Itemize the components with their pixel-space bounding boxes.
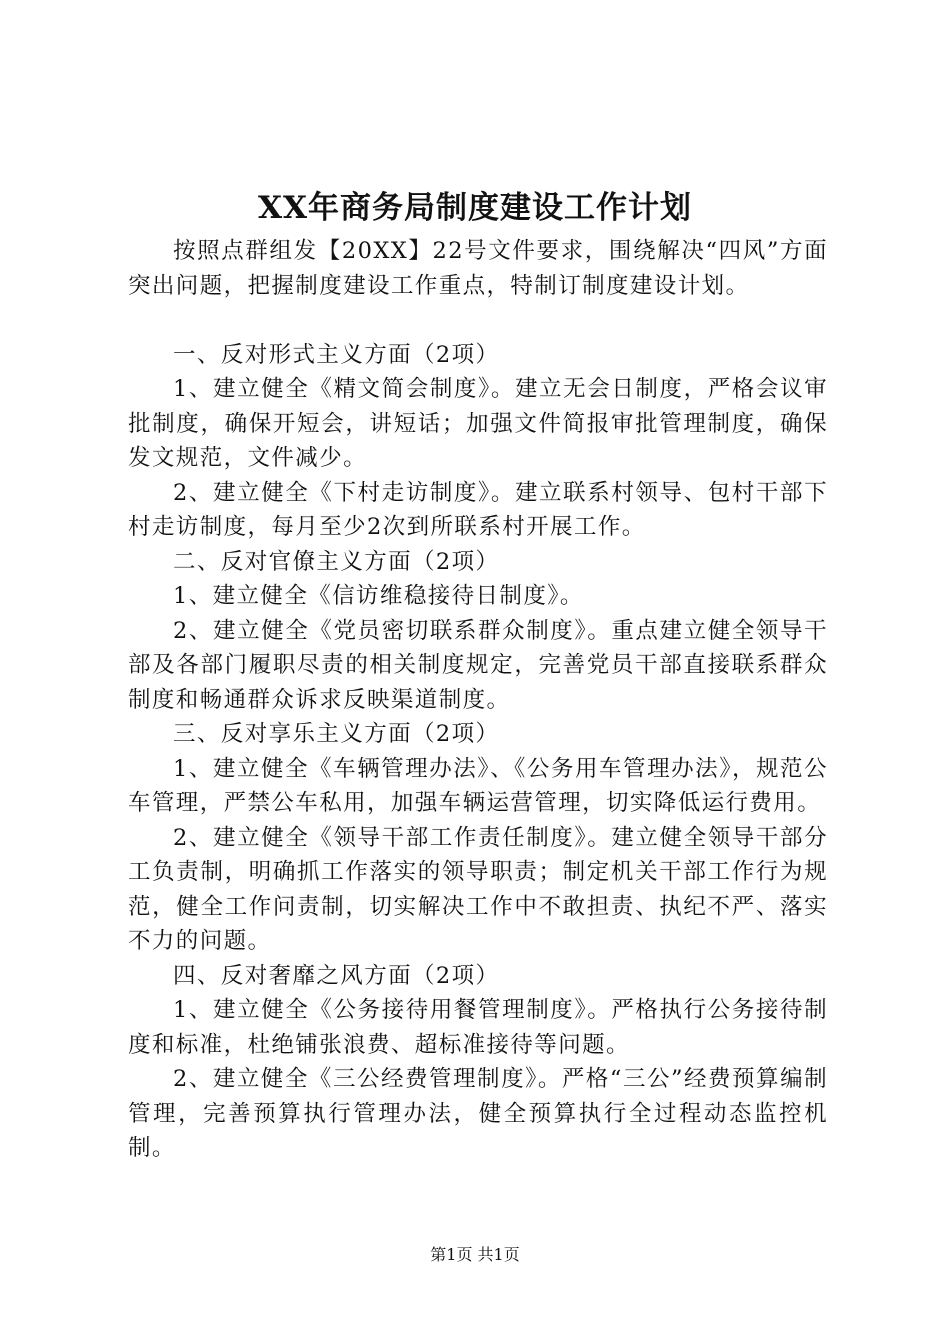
paragraph-item: 1、建立健全《信访维稳接待日制度》。 — [173, 583, 584, 609]
page-number: 第1页 共1页 — [430, 1245, 520, 1264]
paragraph-item: 1、建立健全《公务接待用餐管理制度》。严格执行公务接待制度和标准，杜绝铺张浪费、超标准接待等问题。 — [128, 997, 828, 1058]
paragraph-item: 2、建立健全《三公经费管理制度》。严格“三公”经费预算编制管理，完善预算执行管理办法，健全预算执行全过程动态监控机制。 — [128, 1066, 828, 1161]
paragraph-intro: 按照点群组发【20XX】22号文件要求，围绕解决“四风”方面突出问题，把握制度建设工作重点，特制订制度建设计划。 — [128, 238, 828, 299]
document-title: XX年商务局制度建设工作计划 — [257, 190, 693, 226]
section-heading-1: 一、反对形式主义方面（2项） — [173, 341, 500, 368]
paragraph-item: 2、建立健全《下村走访制度》。建立联系村领导、包村干部下村走访制度，每月至少2次到所联系村开展工作。 — [128, 479, 828, 540]
blank-line — [128, 303, 828, 338]
document-body — [128, 234, 828, 1166]
paragraph-item: 1、建立健全《精文简会制度》。建立无会日制度，严格会议审批制度，确保开短会，讲短话；加强文件简报审批管理制度，确保发文规范，文件减少。 — [128, 376, 828, 471]
section-heading-2: 二、反对官僚主义方面（2项） — [173, 548, 500, 575]
section-heading-4: 四、反对奢靡之风方面（2项） — [173, 962, 500, 989]
section-heading-3: 三、反对享乐主义方面（2项） — [173, 721, 500, 747]
paragraph-item: 2、建立健全《党员密切联系群众制度》。重点建立健全领导干部及各部门履职尽责的相关制度规定，完善党员干部直接联系群众制度和畅通群众诉求反映渠道制度。 — [128, 617, 828, 713]
paragraph-item: 1、建立健全《车辆管理办法》、《公务用车管理办法》，规范公车管理，严禁公车私用，加强车辆运营管理，切实降低运行费用。 — [128, 755, 828, 816]
paragraph-item: 2、建立健全《领导干部工作责任制度》。建立健全领导干部分工负责制，明确抓工作落实的领导职责；制定机关干部工作行为规范，健全工作问责制，切实解决工作中不敢担责、执纪不严、落实不力的问题。 — [128, 824, 828, 954]
